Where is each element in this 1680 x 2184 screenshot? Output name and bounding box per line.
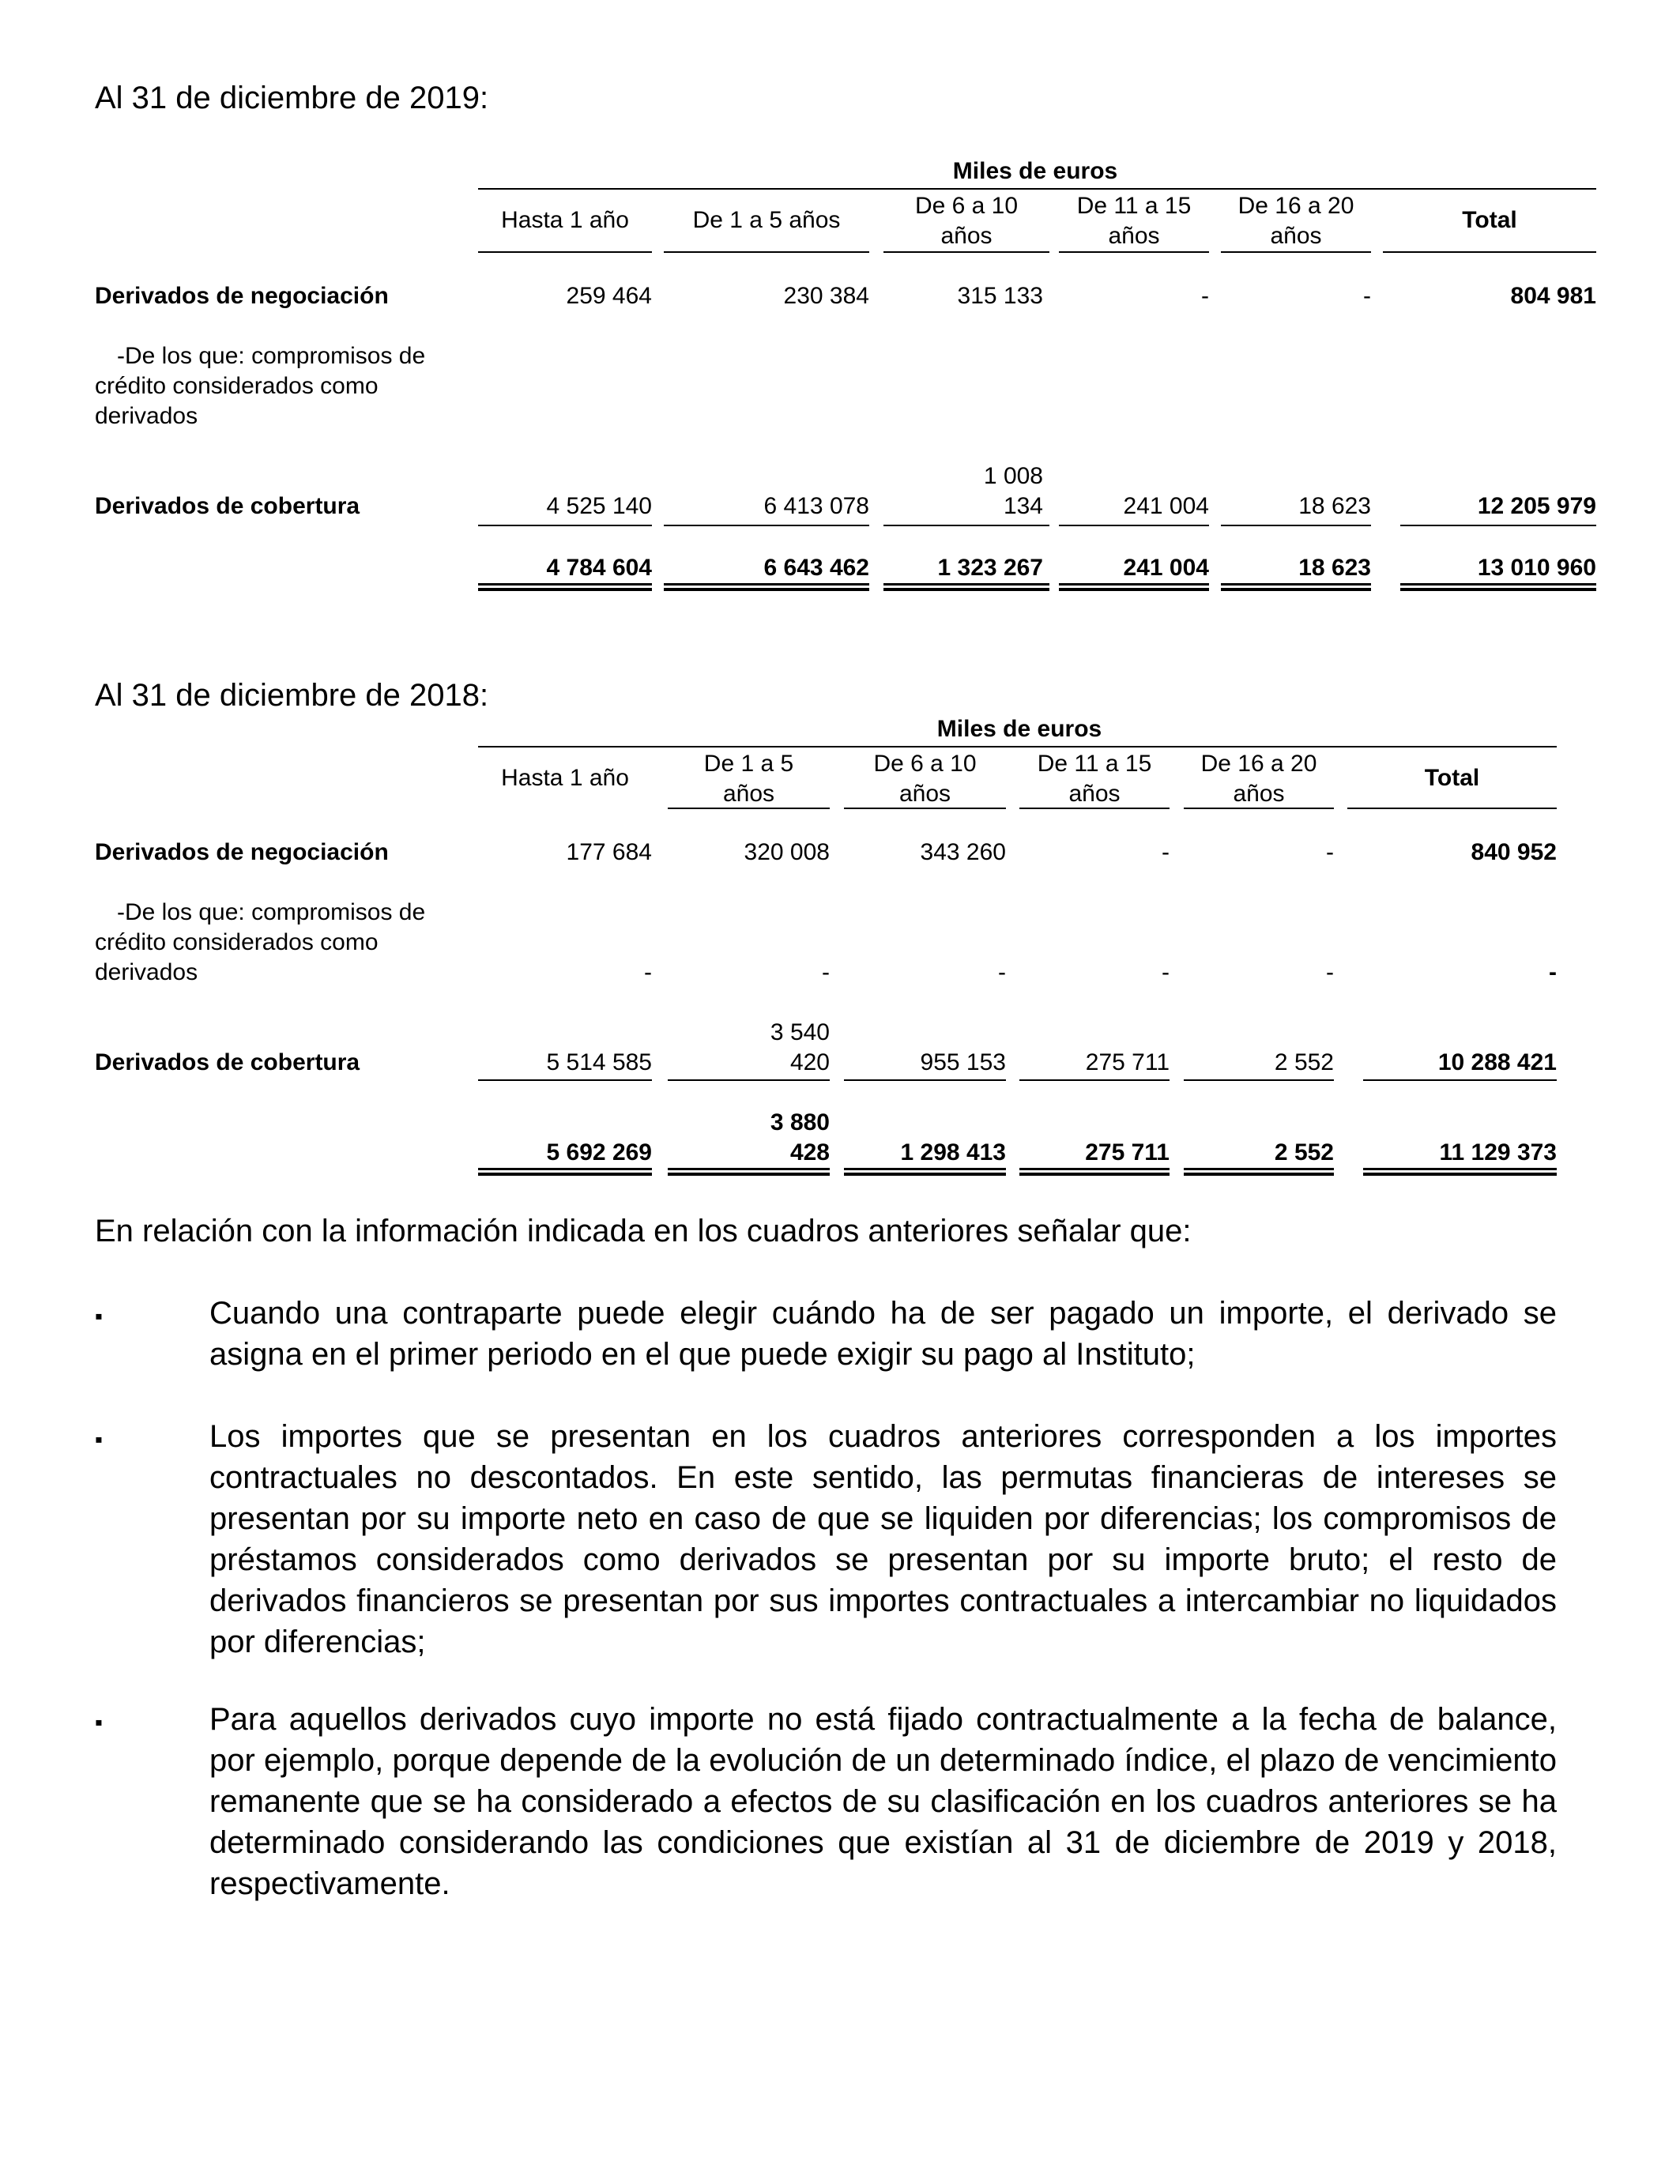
header-11-15: De 11 a 15 años	[1037, 751, 1152, 807]
double-rule	[668, 1168, 830, 1176]
cell-total: -	[1549, 959, 1557, 985]
row-label-cobertura: Derivados de cobertura	[95, 1049, 360, 1075]
header-11-15: De 11 a 15 años	[1076, 193, 1192, 249]
header-1-5: De 1 a 5 años	[692, 207, 841, 233]
cell: 134	[1003, 493, 1043, 519]
double-rule	[1019, 1168, 1170, 1176]
double-rule	[1184, 1168, 1334, 1176]
header-rule	[1221, 251, 1371, 253]
row-label-compromisos: -De los que: compromisos de crédito considerados como derivados	[95, 899, 426, 985]
cell-grand-total: 13 010 960	[1477, 555, 1596, 581]
subtotal-rule	[1221, 525, 1371, 526]
cell-total-row: 241 004	[1123, 555, 1209, 581]
cell-total-row: 275 711	[1085, 1139, 1170, 1165]
header-rule	[1184, 808, 1334, 809]
cell-total-row: 2 552	[1274, 1139, 1334, 1165]
cell: 230 384	[783, 283, 869, 309]
caption-rule-2019	[478, 188, 1596, 190]
cell: -	[998, 959, 1006, 985]
subtotal-rule	[844, 1079, 1006, 1081]
cell: 259 464	[566, 283, 652, 309]
cell-total-row: 5 692 269	[546, 1139, 652, 1165]
double-rule	[844, 1168, 1006, 1176]
cell: 420	[789, 1049, 830, 1075]
title-2019: Al 31 de diciembre de 2019:	[95, 81, 489, 115]
subtotal-rule	[1363, 1079, 1557, 1081]
cell-grand-total: 11 129 373	[1439, 1139, 1557, 1165]
row-label-cobertura: Derivados de cobertura	[95, 493, 360, 519]
bullet-icon: ▪	[95, 1710, 103, 1734]
header-rule	[883, 251, 1049, 253]
cell: 275 711	[1085, 1049, 1170, 1075]
header-hasta-1: Hasta 1 año	[501, 765, 629, 791]
cell-total-row: 6 643 462	[763, 555, 869, 581]
cell: 2 552	[1274, 1049, 1334, 1075]
cell: -	[1162, 959, 1170, 985]
cell: 1 008	[983, 463, 1043, 489]
cell: -	[1326, 839, 1334, 865]
header-rule	[664, 251, 869, 253]
double-rule	[664, 583, 869, 591]
cell: 343 260	[920, 839, 1006, 865]
header-1-5: De 1 a 5 años	[703, 751, 794, 807]
cell-total-row: 1 298 413	[900, 1139, 1006, 1165]
row-label-negociacion: Derivados de negociación	[95, 839, 389, 865]
subtotal-rule	[664, 525, 869, 526]
note-item-3: Para aquellos derivados cuyo importe no está fijado contractualmente a la fecha de balance, por ejemplo, porque depende de la evolución de un determinado índice, el plazo de vencimiento remanente que se ha considerado a efectos de su clasificación en los cuadros anteriores se ha determinado considerando las condiciones que existían al 31 de diciembre de 2019 y 2018, respectivamente.	[209, 1702, 1557, 1901]
double-rule	[1363, 1168, 1557, 1176]
cell: -	[1201, 283, 1209, 309]
subtotal-rule	[1019, 1079, 1170, 1081]
caption-rule-2018	[478, 746, 1557, 747]
cell: 315 133	[957, 283, 1043, 309]
row-label-compromisos: -De los que: compromisos de crédito considerados como derivados	[95, 343, 426, 429]
cell-total-row: 428	[789, 1139, 830, 1165]
header-rule	[844, 808, 1006, 809]
double-rule	[1221, 583, 1371, 591]
header-rule	[1347, 808, 1557, 809]
header-16-20: De 16 a 20 años	[1237, 193, 1354, 249]
cell: -	[822, 959, 830, 985]
double-rule	[478, 583, 652, 591]
cell-total-row: 4 784 604	[546, 555, 652, 581]
cell: 5 514 585	[546, 1049, 652, 1075]
cell: 3 540	[770, 1019, 830, 1045]
subtotal-rule	[1059, 525, 1209, 526]
header-rule	[1019, 808, 1170, 809]
subtotal-rule	[883, 525, 1049, 526]
cell: 955 153	[920, 1049, 1006, 1075]
subtotal-rule	[1400, 525, 1596, 526]
header-rule	[668, 808, 830, 809]
cell: 241 004	[1123, 493, 1209, 519]
cell-total-row: 1 323 267	[937, 555, 1043, 581]
cell: -	[1162, 839, 1170, 865]
caption-2018: Miles de euros	[936, 716, 1102, 742]
cell-total: 840 952	[1471, 839, 1557, 865]
note-item-2: Los importes que se presentan en los cuadros anteriores corresponden a los importes contractuales no descontados. En este sentido, las permutas financieras de intereses se presentan por su importe neto en caso de que se liquiden por diferencias; los compromisos de préstamos considerados como derivados se presentan por su importe bruto; el resto de derivados financieros se presentan por sus importes contractuales a intercambiar no liquidados por diferencias;	[209, 1419, 1557, 1659]
cell: 18 623	[1298, 493, 1371, 519]
header-rule	[478, 251, 652, 253]
cell: -	[1363, 283, 1371, 309]
double-rule	[883, 583, 1049, 591]
header-rule	[1059, 251, 1209, 253]
cell-total-row: 18 623	[1298, 555, 1371, 581]
header-total: Total	[1462, 207, 1517, 233]
cell: 320 008	[744, 839, 830, 865]
header-6-10: De 6 a 10 años	[914, 193, 1019, 249]
cell-total: 12 205 979	[1477, 493, 1596, 519]
caption-2019: Miles de euros	[952, 158, 1118, 184]
subtotal-rule	[478, 525, 652, 526]
header-hasta-1: Hasta 1 año	[501, 207, 629, 233]
cell: -	[644, 959, 652, 985]
cell: 4 525 140	[546, 493, 652, 519]
subtotal-rule	[1184, 1079, 1334, 1081]
header-16-20: De 16 a 20 años	[1200, 751, 1317, 807]
subtotal-rule	[668, 1079, 830, 1081]
cell-total: 10 288 421	[1437, 1049, 1557, 1075]
notes-intro: En relación con la información indicada en los cuadros anteriores señalar que:	[95, 1214, 1192, 1248]
cell-total: 804 981	[1510, 283, 1596, 309]
note-item-1: Cuando una contraparte puede elegir cuándo ha de ser pagado un importe, el derivado se asigna en el primer periodo en el que puede exigir su pago al Instituto;	[209, 1296, 1557, 1372]
bullet-icon: ▪	[95, 1304, 103, 1328]
title-2018: Al 31 de diciembre de 2018:	[95, 678, 489, 713]
cell-total-row: 3 880	[770, 1109, 830, 1135]
double-rule	[1059, 583, 1209, 591]
cell: -	[1326, 959, 1334, 985]
header-total: Total	[1424, 765, 1480, 791]
double-rule	[478, 1168, 652, 1176]
subtotal-rule	[478, 1079, 652, 1081]
header-rule	[1383, 251, 1596, 253]
row-label-negociacion: Derivados de negociación	[95, 283, 389, 309]
header-6-10: De 6 a 10 años	[873, 751, 977, 807]
cell: 6 413 078	[763, 493, 869, 519]
cell: 177 684	[566, 839, 652, 865]
bullet-icon: ▪	[95, 1427, 103, 1452]
double-rule	[1400, 583, 1596, 591]
